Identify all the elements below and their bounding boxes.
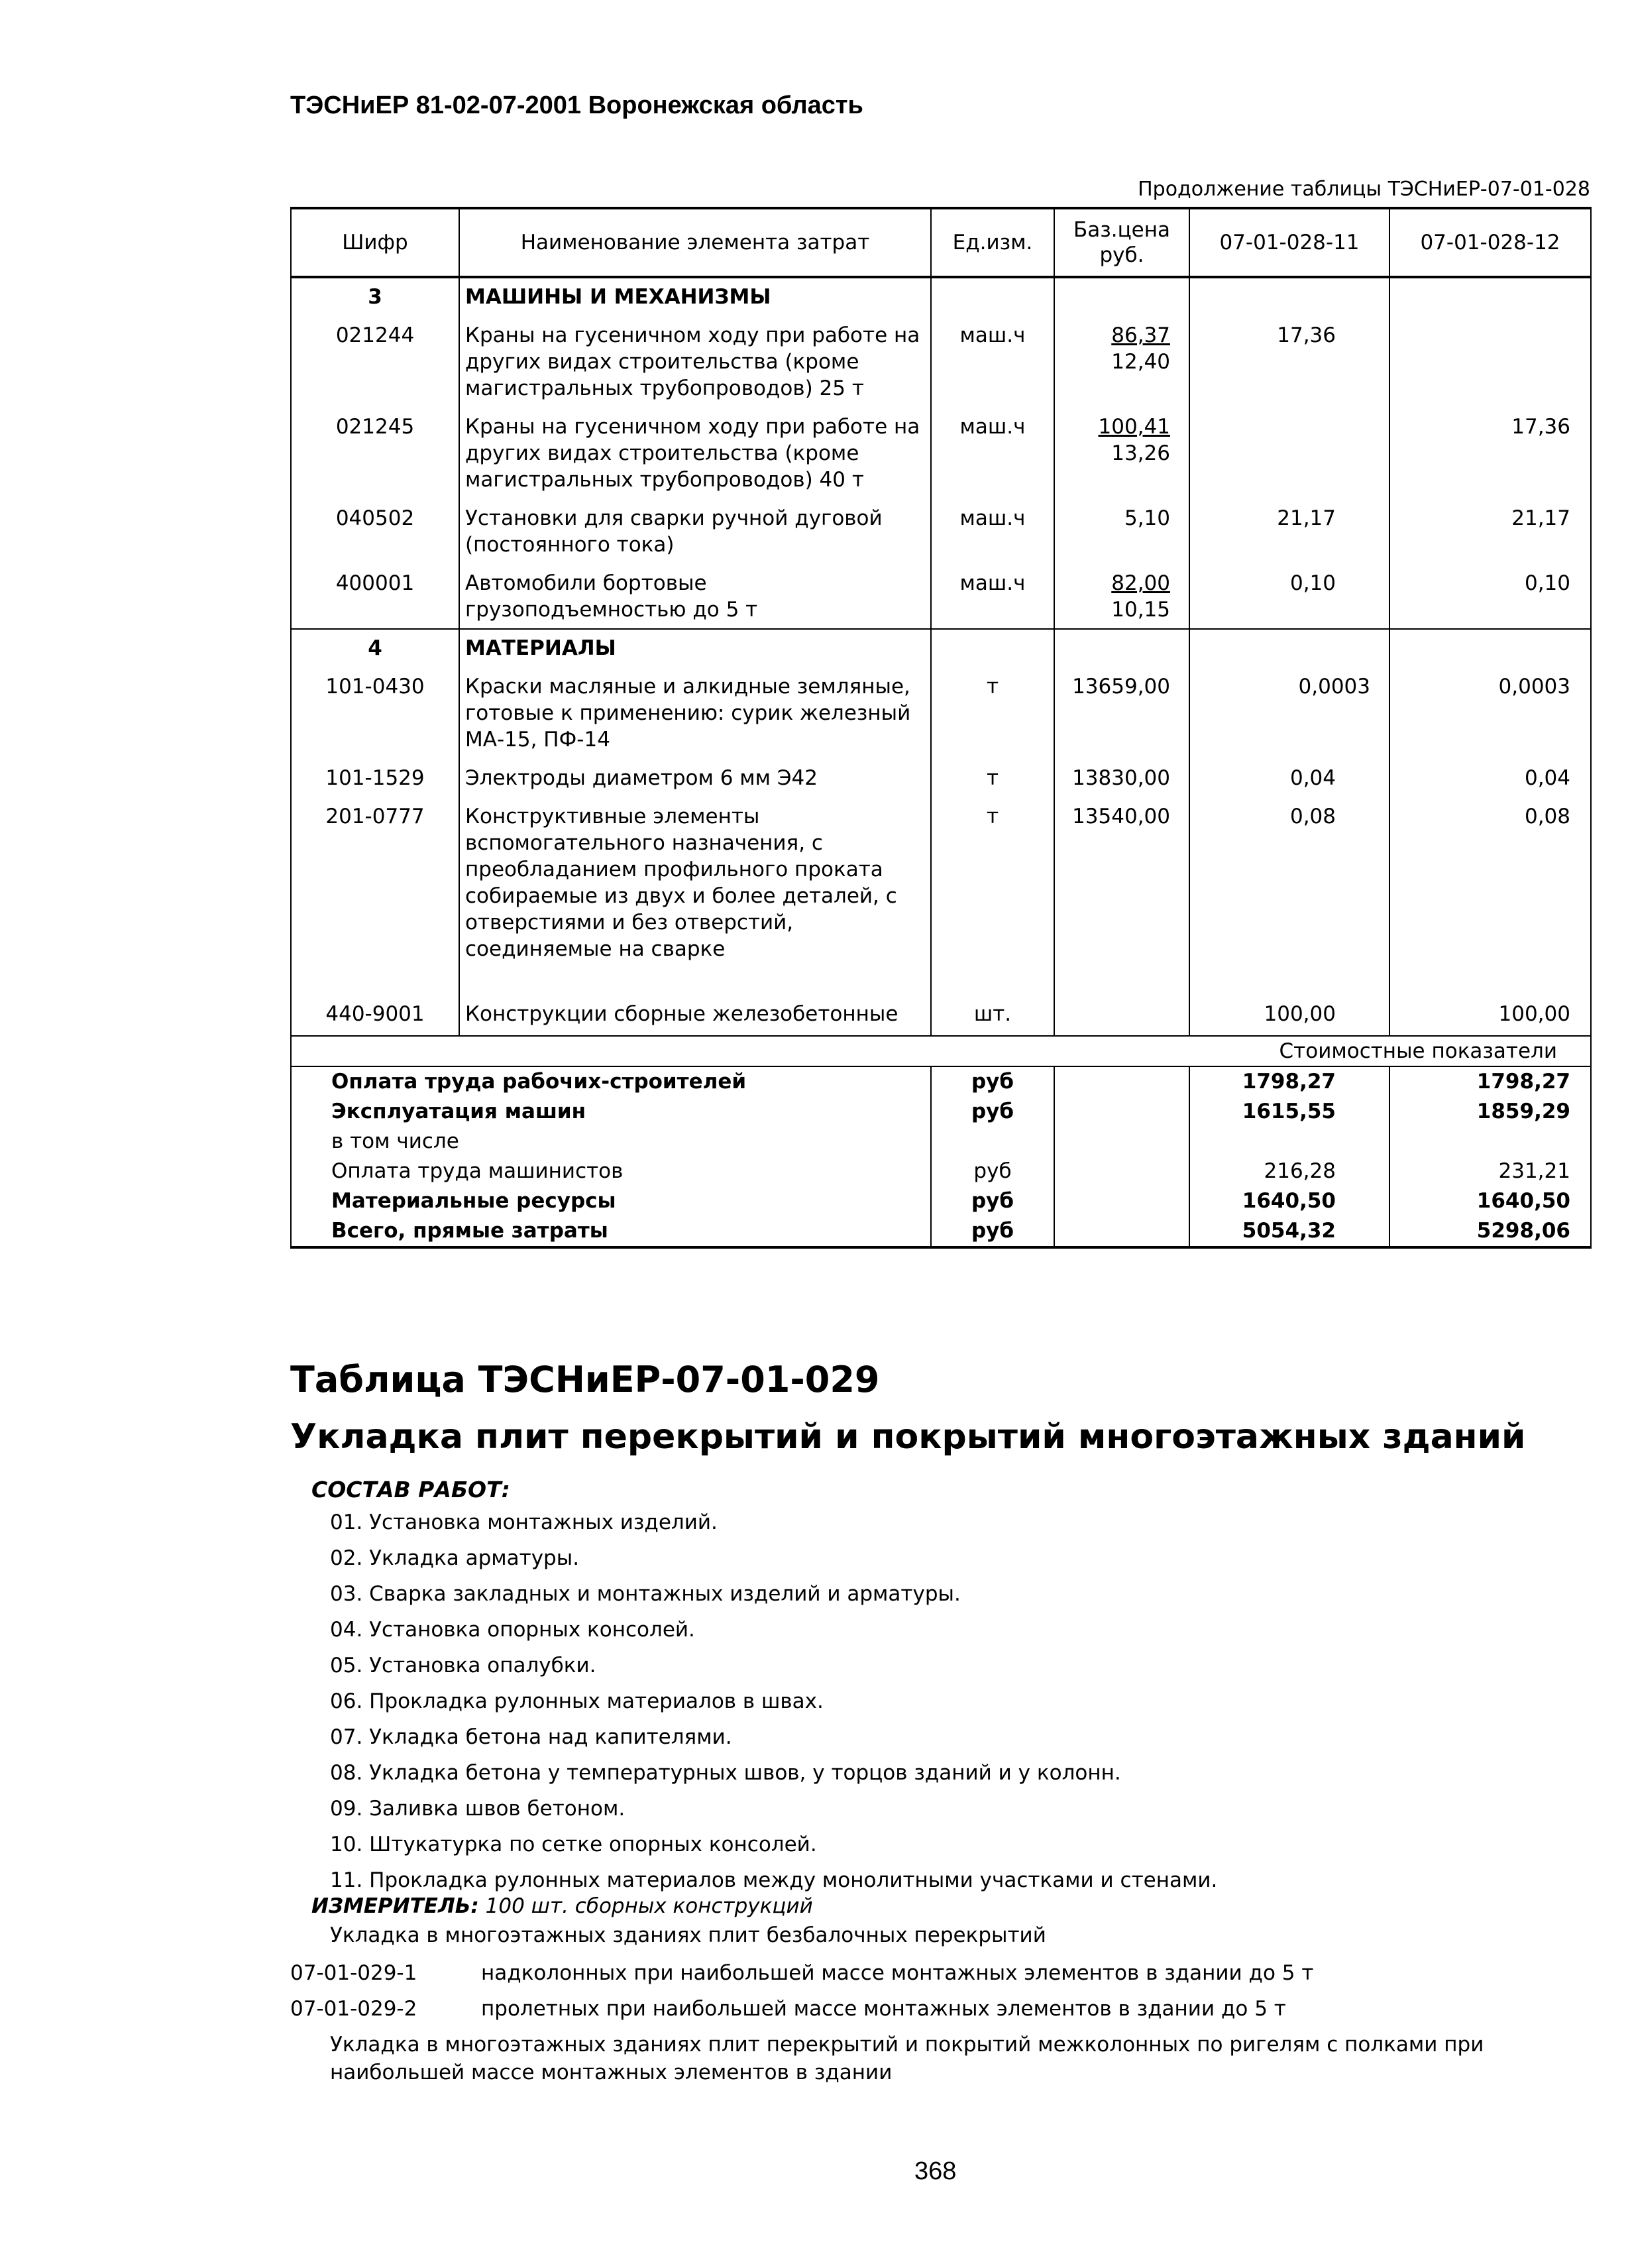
indicators-caption-row: Стоимостные показатели <box>291 1036 1591 1066</box>
table-header-row <box>291 208 1591 277</box>
col-header-unit: Ед.изм. <box>931 208 1054 277</box>
list-item: 01. Установка монтажных изделий. <box>330 1510 718 1534</box>
indicator-row: в том числе <box>291 1127 1591 1157</box>
resource-table <box>290 207 1592 1249</box>
section-row-materials: 4 МАТЕРИАЛЫ <box>291 629 1591 661</box>
table-row: 400001 Автомобили бортовые грузоподъемностью до 5 т маш.ч 82,00 10,15 0,10 0,10 <box>291 558 1591 629</box>
indicator-row: Эксплуатация машин руб 1615,55 1859,29 <box>291 1097 1591 1127</box>
works-label: СОСТАВ РАБОТ: <box>311 1477 510 1503</box>
col-header-v1: 07-01-028-11 <box>1189 208 1389 277</box>
table-row: 021244 Краны на гусеничном ходу при работе на других видах строительства (кроме магистральных трубопроводов) 25 т маш.ч 86,37 12,40 17,36 <box>291 310 1591 402</box>
measure-value: 100 шт. сборных конструкций <box>485 1894 813 1918</box>
indicator-row: Всего, прямые затраты руб 5054,32 5298,06 <box>291 1216 1591 1247</box>
list-item: 07-01-029-1 надколонных при наибольшей массе монтажных элементов в здании до 5 т <box>290 1961 1314 1985</box>
col-header-price: Баз.цена руб. <box>1054 208 1189 277</box>
paragraph-1: Укладка в многоэтажных зданиях плит безбалочных перекрытий <box>330 1923 1046 1947</box>
table-row: 021245 Краны на гусеничном ходу при работе на других видах строительства (кроме магистральных трубопроводов) 40 т маш.ч 100,41 13,26 17,36 <box>291 402 1591 493</box>
table-continuation-label: Продолжение таблицы ТЭСНиЕР-07-01-028 <box>1138 178 1590 201</box>
measure-label: ИЗМЕРИТЕЛЬ: <box>311 1894 479 1918</box>
measure-line <box>311 1894 813 1918</box>
table-row: 201-0777 Конструктивные элементы вспомогательного назначения, с преобладанием профильного проката собираемые из двух и более деталей, с отверстиями и без отверстий, соединяемые на сварке т 13540,00 0,08 0,08 <box>291 791 1591 962</box>
indicator-row: Материальные ресурсы руб 1640,50 1640,50 <box>291 1186 1591 1216</box>
works-list <box>330 1504 1217 1898</box>
col-header-name: Наименование элемента затрат <box>459 208 931 277</box>
indicator-row: Оплата труда машинистов руб 216,28 231,21 <box>291 1157 1591 1186</box>
section-row-machines: 3 МАШИНЫ И МЕХАНИЗМЫ <box>291 277 1591 310</box>
table2-title: Таблица ТЭСНиЕР-07-01-029 <box>290 1359 880 1400</box>
table-row: 101-0430 Краски масляные и алкидные земляные, готовые к применению: сурик железный МА-15, ПФ-14 т 13659,00 0,0003 0,0003 <box>291 661 1591 753</box>
table-row: 040502 Установки для сварки ручной дуговой (постоянного тока) маш.ч 5,10 21,17 21,17 <box>291 493 1591 558</box>
list-item: 02. Укладка арматуры. <box>330 1546 580 1570</box>
table-row: 101-1529 Электроды диаметром 6 мм Э42 т 13830,00 0,04 0,04 <box>291 753 1591 791</box>
list-item: 05. Установка опалубки. <box>330 1654 596 1677</box>
list-item: 11. Прокладка рулонных материалов между монолитными участками и стенами. <box>330 1868 1218 1892</box>
col-header-code: Шифр <box>291 208 459 277</box>
code-list <box>290 1955 1313 2027</box>
list-item: 08. Укладка бетона у температурных швов, у торцов зданий и у колонн. <box>330 1761 1121 1785</box>
col-header-v2: 07-01-028-12 <box>1389 208 1591 277</box>
list-item: 07. Укладка бетона над капителями. <box>330 1725 732 1749</box>
indicator-row: Оплата труда рабочих-строителей руб 1798,27 1798,27 <box>291 1066 1591 1097</box>
table2-subtitle: Укладка плит перекрытий и покрытий многоэтажных зданий <box>290 1417 1526 1457</box>
list-item: 09. Заливка швов бетоном. <box>330 1797 625 1821</box>
list-item: 10. Штукатурка по сетке опорных консолей. <box>330 1833 817 1856</box>
paragraph-2: Укладка в многоэтажных зданиях плит перекрытий и покрытий межколонных по ригелям с полками при наибольшей массе монтажных элементов в здании <box>330 2033 1484 2084</box>
list-item: 07-01-029-2 пролетных при наибольшей массе монтажных элементов в здании до 5 т <box>290 1997 1286 2021</box>
table-row: 440-9001 Конструкции сборные железобетонные шт. 100,00 100,00 <box>291 962 1591 1036</box>
document-header: ТЭСНиЕР 81-02-07-2001 Воронежская область <box>290 91 863 119</box>
list-item: 03. Сварка закладных и монтажных изделий и арматуры. <box>330 1582 961 1606</box>
list-item: 06. Прокладка рулонных материалов в швах. <box>330 1689 824 1713</box>
page-number: 368 <box>914 2157 957 2185</box>
list-item: 04. Установка опорных консолей. <box>330 1618 695 1642</box>
